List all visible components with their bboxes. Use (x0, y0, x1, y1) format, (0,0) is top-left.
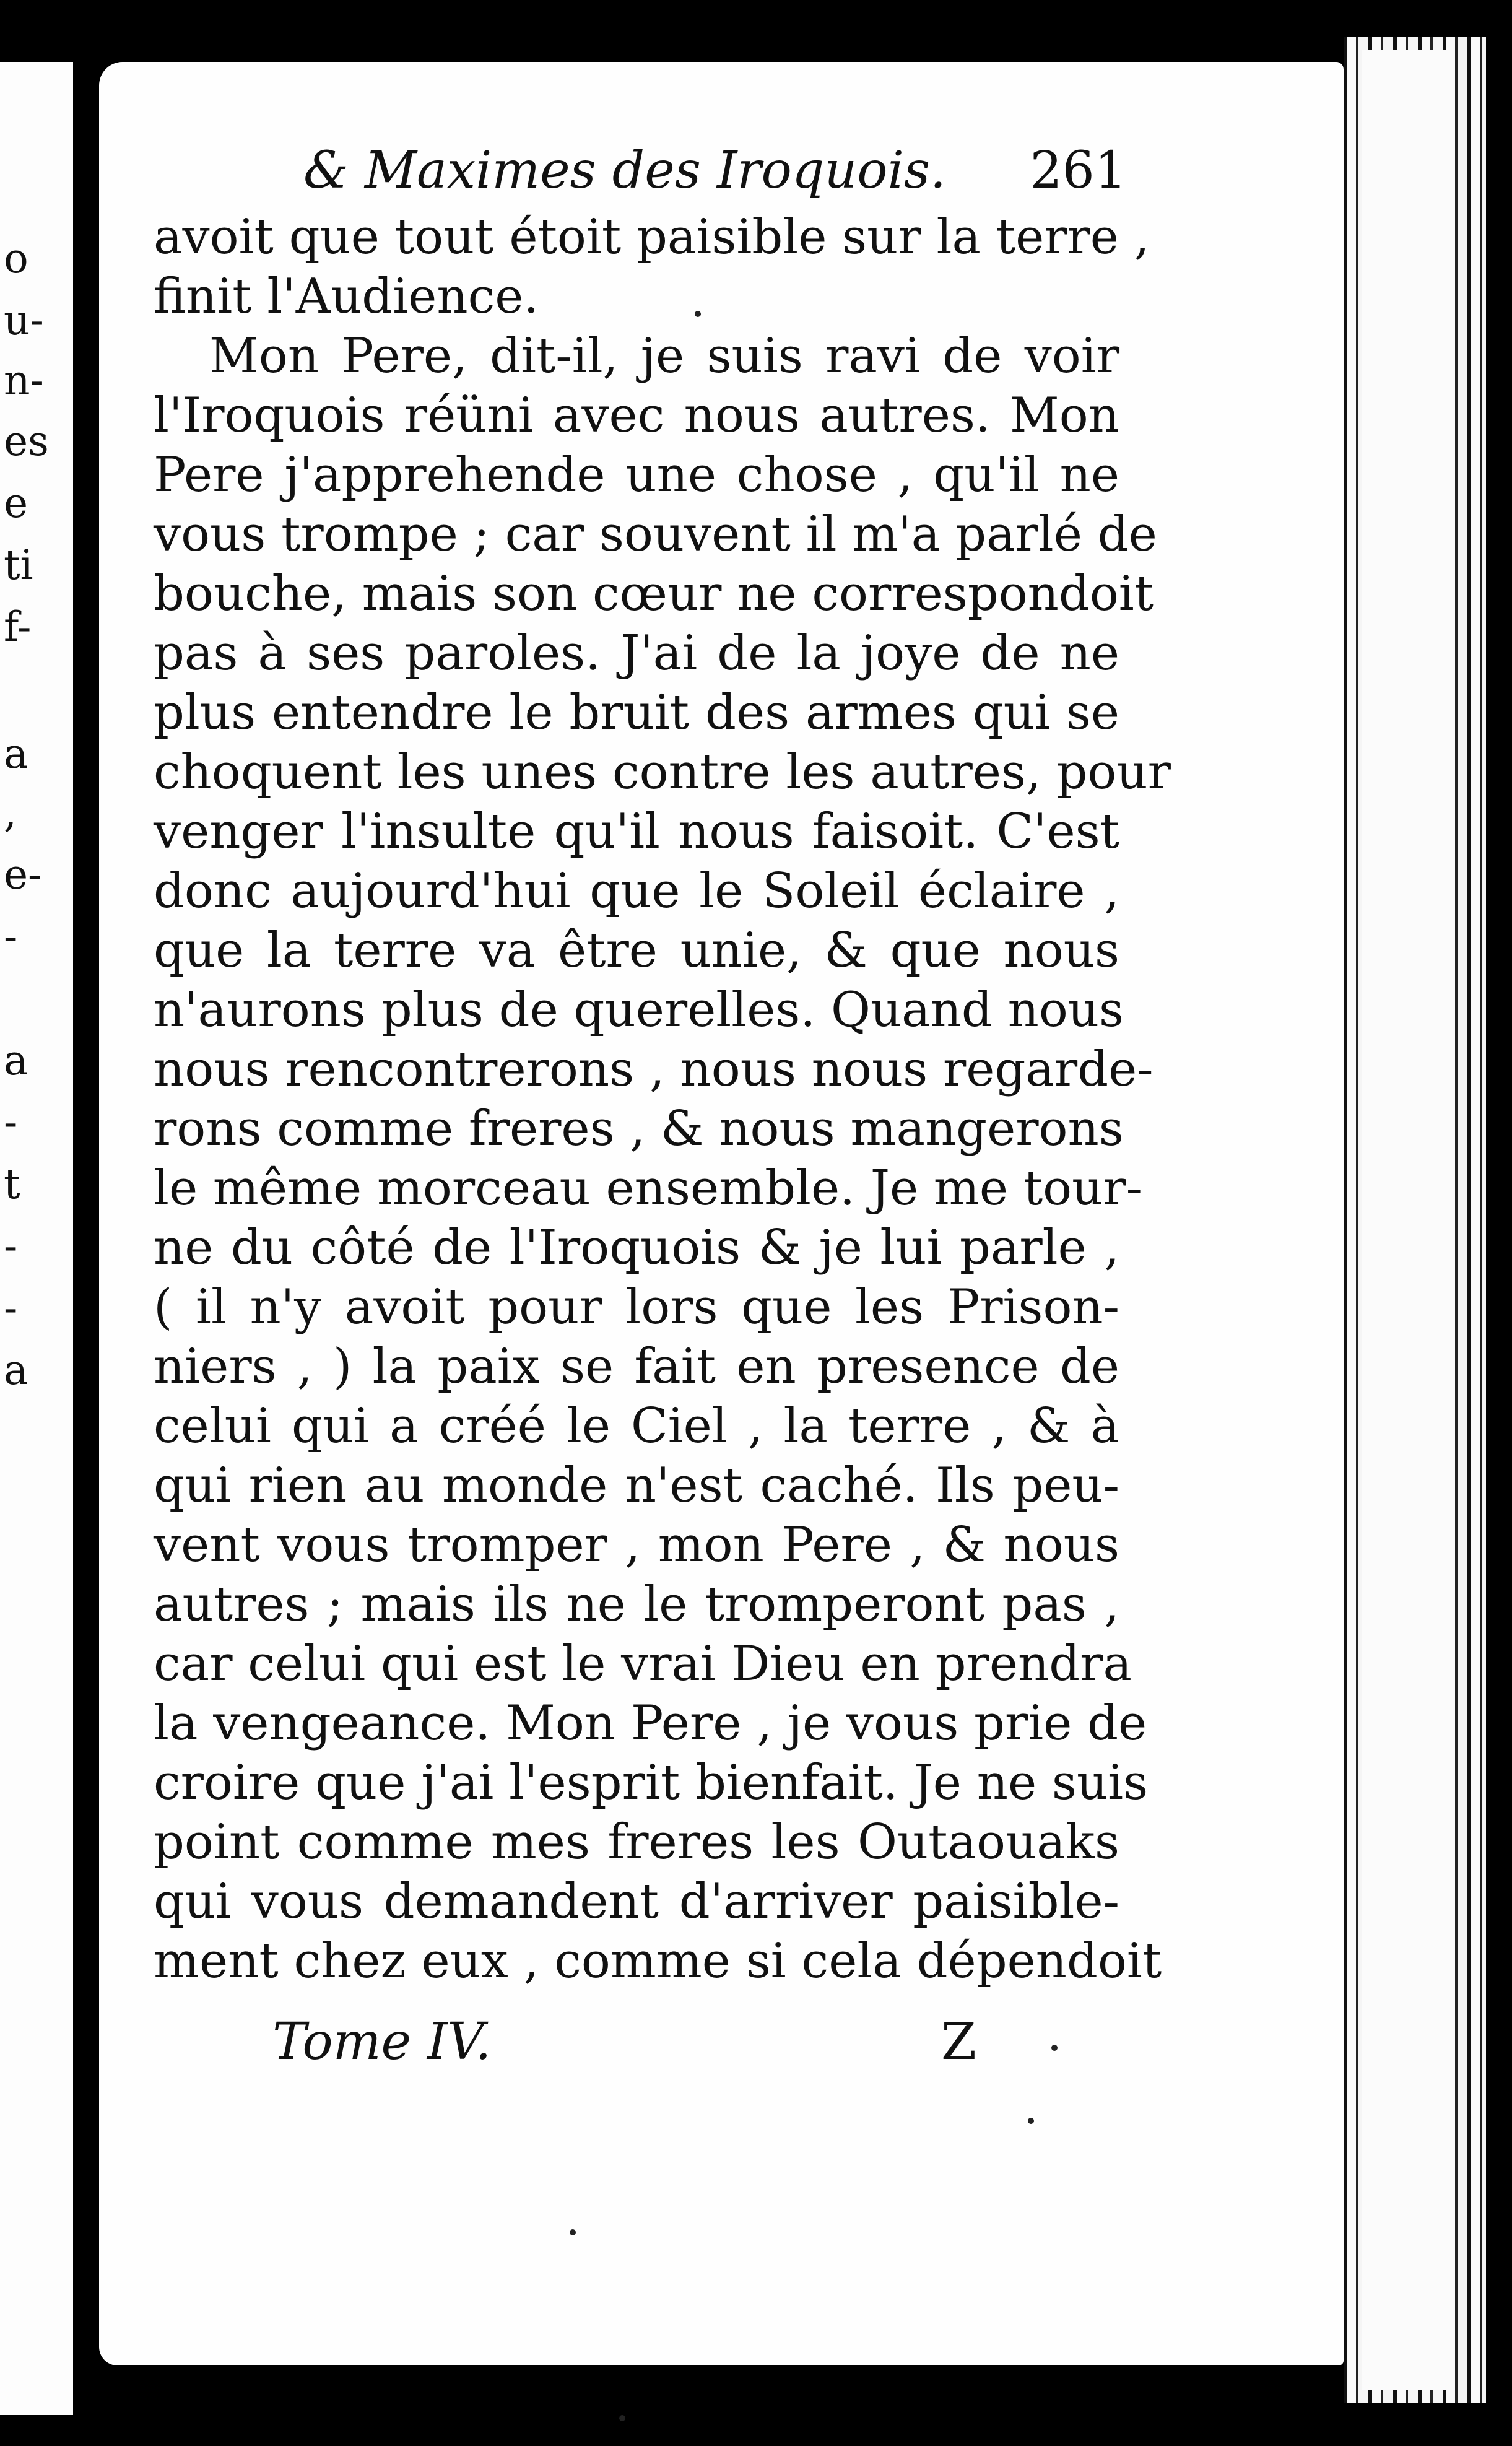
facing-page-fragment: f- (4, 603, 32, 651)
text-line: choquent les unes contre les autres, pour (154, 744, 1171, 800)
text-line: avoit que tout étoit paisible sur la terre , (154, 209, 1150, 265)
text-line: nous rencontrerons , nous nous regarde- (154, 1042, 1154, 1097)
ink-speck (695, 311, 701, 317)
facing-page-fragment: a (4, 730, 28, 778)
text-line: autres ; mais ils ne le tromperont pas , (154, 1577, 1119, 1632)
text-line: qui vous demandent d'arriver paisible- (154, 1874, 1119, 1930)
text-line: croire que j'ai l'esprit bienfait. Je ne suis (154, 1755, 1149, 1811)
facing-page-fragment: ti (4, 541, 33, 589)
page-header (266, 141, 1127, 209)
text-line: plus entendre le bruit des armes qui se (154, 685, 1119, 741)
page-number: 261 (1030, 141, 1127, 200)
text-line: pas à ses paroles. J'ai de la joye de ne (154, 625, 1119, 681)
text-line: ne du côté de l'Iroquois & je lui parle , (154, 1220, 1119, 1276)
facing-page-fragment: e- (4, 851, 42, 899)
facing-page-fragment: n- (4, 357, 44, 404)
ink-speck (570, 2229, 576, 2235)
text-line: ment chez eux , comme si cela dépendoit (154, 1933, 1162, 1989)
facing-page-fragment: , (4, 789, 17, 837)
facing-page-fragment: t (4, 1160, 20, 1208)
text-line: vent vous tromper , mon Pere , & nous (154, 1517, 1119, 1573)
page-footer (272, 2013, 1077, 2081)
facing-page-fragment: e (4, 479, 28, 527)
text-line: point comme mes freres les Outaouaks (154, 1814, 1119, 1870)
text-line: Mon Pere, dit-il, je suis ravi de voir (209, 328, 1119, 384)
text-line: celui qui a créé le Ciel , la terre , & à (154, 1398, 1119, 1454)
gathering-signature: Z (941, 2013, 976, 2071)
facing-page-fragment: a (4, 1346, 28, 1394)
facing-page-fragment: es (4, 417, 49, 465)
facing-page-fragment: u- (4, 297, 44, 344)
facing-page-fragment: - (4, 1099, 18, 1146)
text-line: vous trompe ; car souvent il m'a parlé de (154, 507, 1157, 562)
text-line: ( il n'y avoit pour lors que les Prison- (154, 1279, 1119, 1335)
text-line: l'Iroquois réüni avec nous autres. Mon (154, 388, 1119, 443)
volume-signature: Tome IV. (272, 2013, 492, 2071)
ink-speck (1051, 2045, 1058, 2051)
page-text (154, 207, 1171, 1991)
facing-page-fragment: o (4, 235, 28, 282)
facing-page-fragment: - (4, 1222, 18, 1270)
text-line: car celui qui est le vrai Dieu en prendra (154, 1636, 1132, 1692)
text-line: venger l'insulte qu'il nous faisoit. C'est (154, 804, 1119, 860)
facing-page-edge (0, 62, 73, 2415)
facing-page-fragment: a (4, 1037, 28, 1084)
text-line: bouche, mais son cœur ne correspondoit (154, 566, 1154, 622)
text-line: finit l'Audience. (154, 269, 539, 324)
ink-speck (619, 2415, 625, 2421)
text-line: rons comme freres , & nous mangerons (154, 1101, 1124, 1157)
text-line: donc aujourd'hui que le Soleil éclaire , (154, 863, 1119, 919)
text-line: que la terre va être unie, & que nous (154, 923, 1119, 978)
running-head: & Maximes des Iroquois. (303, 141, 946, 200)
text-line: le même morceau ensemble. Je me tour- (154, 1160, 1143, 1216)
text-line: qui rien au monde n'est caché. Ils peu- (154, 1458, 1119, 1513)
facing-page-fragment: - (4, 1284, 18, 1332)
text-line: niers , ) la paix se fait en presence de (154, 1339, 1119, 1395)
text-line: Pere j'apprehende une chose , qu'il ne (154, 447, 1119, 503)
ink-speck (1028, 2118, 1034, 2124)
book-fore-edge-paper (1362, 50, 1455, 2390)
facing-page-fragment: - (4, 913, 18, 960)
text-line: n'aurons plus de querelles. Quand nous (154, 982, 1124, 1038)
text-line: la vengeance. Mon Pere , je vous prie de (154, 1695, 1147, 1751)
